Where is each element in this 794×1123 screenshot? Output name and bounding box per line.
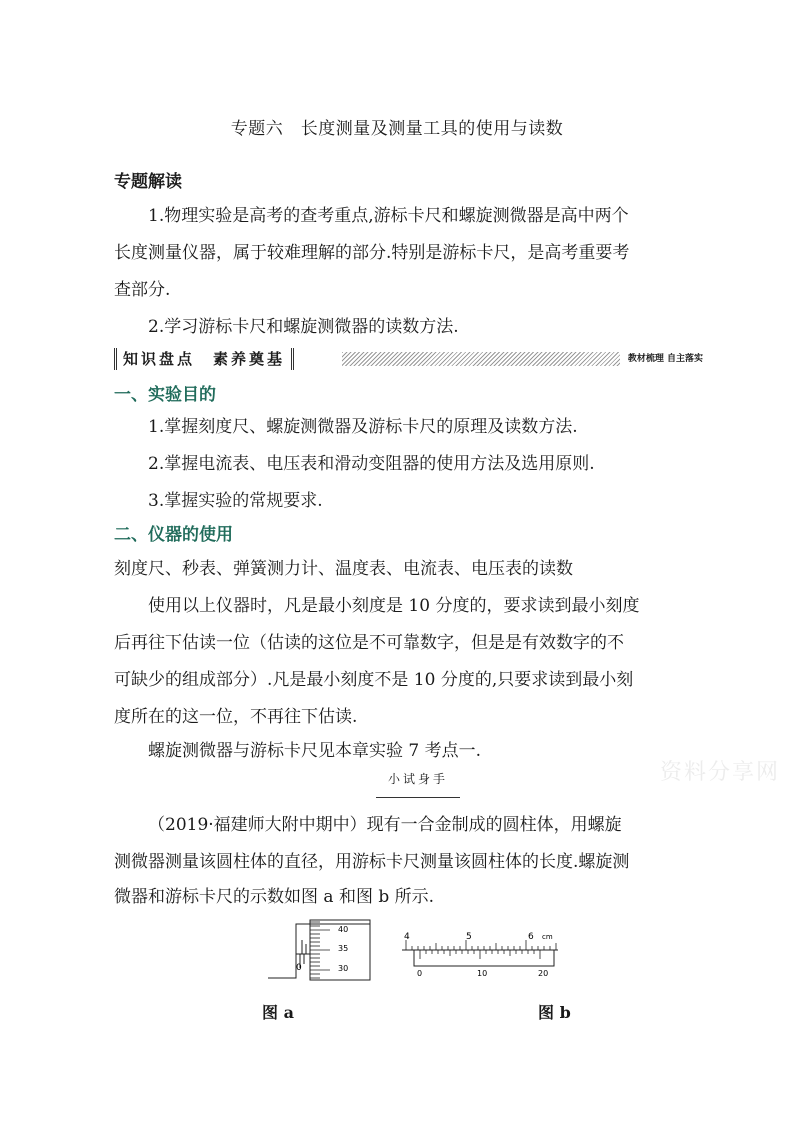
vernier-figure — [400, 928, 560, 980]
banner-subtitle: 教材梳理 自主落实 — [620, 352, 706, 366]
intro-p1-line3: 查部分. — [114, 280, 171, 300]
part1-item-3: 3.掌握实验的常规要求. — [148, 491, 323, 511]
question-line2: 测微器测量该圆柱体的直径，用游标卡尺测量该圆柱体的长度.螺旋测 — [114, 852, 630, 872]
part1-item-2: 2.掌握电流表、电压表和滑动变阻器的使用方法及选用原则. — [148, 454, 595, 474]
part2-para-line2: 后再往下估读一位（估读的这位是不可靠数字，但是是有效数字的不 — [114, 633, 624, 653]
main-label-4: 4 — [404, 932, 410, 942]
vernier-label-0: 0 — [417, 969, 423, 978]
part2-line1: 刻度尺、秒表、弹簧测力计、温度表、电流表、电压表的读数 — [114, 559, 573, 579]
part1-heading: 一、实验目的 — [114, 385, 216, 405]
vernier-label-10: 10 — [477, 969, 488, 978]
main-label-5: 5 — [466, 932, 472, 942]
section-banner — [114, 348, 706, 370]
vernier-slide — [414, 950, 554, 966]
intro-p1-line2: 长度测量仪器，属于较难理解的部分.特别是游标卡尺，是高考重要考 — [114, 243, 630, 263]
intro-p1-line1: 1.物理实验是高考的查考重点,游标卡尺和螺旋测微器是高中两个 — [148, 206, 629, 226]
micrometer-figure — [266, 918, 382, 984]
part2-para-line1: 使用以上仪器时，凡是最小刻度是 10 分度的，要求读到最小刻度 — [148, 596, 640, 616]
trial-label: 小试身手 — [387, 772, 448, 786]
part2-ref: 螺旋测微器与游标卡尺见本章实验 7 考点一. — [148, 741, 482, 761]
main-label-6: 6 — [528, 932, 534, 942]
section-heading: 专题解读 — [114, 172, 182, 192]
part2-para-line4: 度所在的这一位，不再往下估读. — [114, 707, 358, 727]
figure-a-caption: 图 a — [262, 1003, 294, 1022]
trial-rule — [376, 797, 460, 798]
thimble-label-40: 40 — [338, 925, 349, 934]
question-line3: 微器和游标卡尺的示数如图 a 和图 b 所示. — [114, 887, 435, 907]
part2-heading: 二、仪器的使用 — [114, 525, 233, 545]
thimble-label-35: 35 — [338, 944, 349, 953]
vernier-label-20: 20 — [538, 969, 549, 978]
figure-b-caption: 图 b — [538, 1003, 571, 1022]
thimble-label-30: 30 — [338, 964, 349, 973]
part2-para-line3: 可缺少的组成部分）.凡是最小刻度不是 10 分度的,只要求读到最小刻 — [114, 670, 634, 690]
unit-label: cm — [542, 933, 553, 941]
watermark: 资料分享网 — [660, 760, 781, 785]
page-title: 专题六 长度测量及测量工具的使用与读数 — [230, 119, 564, 139]
main-scale-label-0: 0 — [296, 963, 302, 973]
banner-title: 知识盘点 素养奠基 — [114, 348, 294, 370]
part1-item-1: 1.掌握刻度尺、螺旋测微器及游标卡尺的原理及读数方法. — [148, 417, 578, 437]
question-line1: （2019·福建师大附中期中）现有一合金制成的圆柱体，用螺旋 — [148, 815, 622, 835]
intro-p2: 2.学习游标卡尺和螺旋测微器的读数方法. — [148, 317, 459, 337]
